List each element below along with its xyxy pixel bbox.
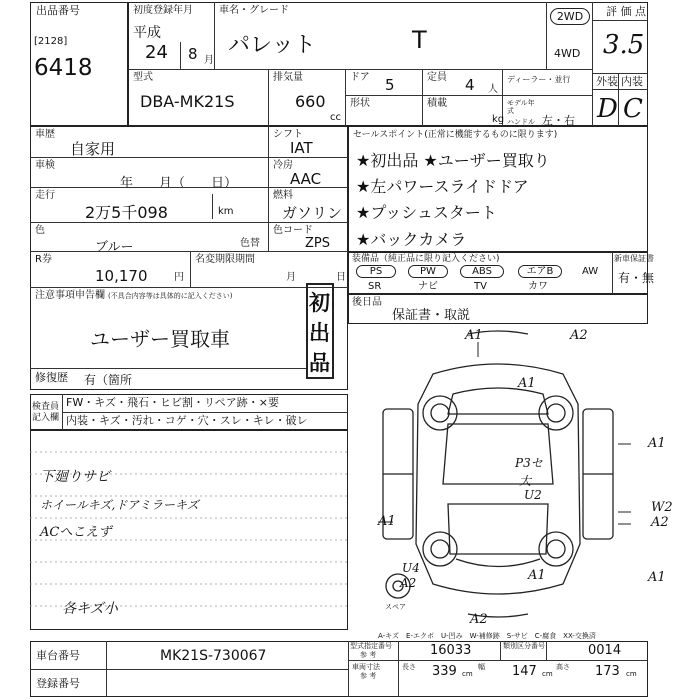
size-length-unit: cm xyxy=(462,670,473,678)
equip-sr: SR xyxy=(368,281,382,292)
first-reg-month: 8 xyxy=(188,45,198,63)
color-code-label: 色コード xyxy=(273,225,313,236)
stamp-char-1: 初 xyxy=(309,291,330,315)
mileage-value: 2万5千098 xyxy=(85,203,168,222)
score-int-label: 内装 xyxy=(621,75,643,88)
cooling-label: 冷房 xyxy=(273,160,293,171)
model-label: 車名・グレード xyxy=(219,5,289,16)
capacity-value: 4 xyxy=(465,76,475,94)
spare-label: スペア xyxy=(385,603,406,611)
mark-a2-front: A2 xyxy=(570,328,588,343)
equip-aw: AW xyxy=(582,266,599,277)
type-value: DBA-MK21S xyxy=(140,92,235,111)
mark-a1-front: A1 xyxy=(465,328,483,343)
model-year-label: モデル年式 xyxy=(507,99,535,115)
mark-a1-hood: A1 xyxy=(518,376,536,391)
lot-label: 出品番号 xyxy=(36,4,80,17)
transfer-label: 名変期限期間 xyxy=(195,254,255,265)
size-height: 173 xyxy=(595,664,620,679)
model-name: パレット xyxy=(228,33,316,58)
type-label: 型式 xyxy=(133,72,153,83)
memo-line-4: 各キズ小 xyxy=(62,601,118,617)
repair-label: 修復歴 xyxy=(35,371,68,384)
capacity-label: 定員 xyxy=(427,72,447,83)
size-height-label: 高さ xyxy=(556,663,570,671)
load-unit: kg xyxy=(492,114,505,125)
score-value: 3.5 xyxy=(603,30,645,60)
equip-tv: TV xyxy=(474,281,487,292)
mark-w2: W2 xyxy=(651,500,673,515)
stamp-char-2: 出 xyxy=(309,321,330,345)
mark-a2-right: A2 xyxy=(651,515,669,530)
damage-legend: A-キズ E-エクボ U-凹み W-補修跡 S-サビ C-腐食 XX-交換済 xyxy=(378,632,596,640)
size-label: 車両寸法 xyxy=(352,663,380,671)
equip-abs: ABS xyxy=(460,265,504,278)
inspect-int-row: 内装・キズ・汚れ・コゲ・穴・スレ・キレ・破レ xyxy=(66,414,308,427)
doors-label: ドア xyxy=(350,72,370,83)
notes-sub: (不具合内容等は具体的に記入ください) xyxy=(108,292,233,300)
equip-navi: ナビ xyxy=(418,281,438,292)
mark-u2: U2 xyxy=(524,488,542,502)
notes-text: ユーザー買取車 xyxy=(90,327,230,351)
color-change-label: 色替 xyxy=(240,238,260,249)
reg-no-label: 登録番号 xyxy=(36,677,80,690)
mark-a1-left: A1 xyxy=(378,514,396,529)
color-value: ブルー xyxy=(95,240,134,255)
displacement-value: 660 xyxy=(295,92,326,111)
first-reg-label: 初度登録年月 xyxy=(133,5,193,16)
equip-pw: PW xyxy=(408,265,448,278)
transfer-unit: 月 xyxy=(286,272,296,283)
inspection-label: 車検 xyxy=(35,160,55,171)
sales-item-3: ★プッシュスタート xyxy=(356,203,497,222)
drive-2wd: 2WD xyxy=(550,8,590,25)
lot-number: 6418 xyxy=(34,55,93,81)
color-label: 色 xyxy=(35,225,45,236)
equip-ps: PS xyxy=(356,265,396,278)
fuel-value: ガソリン xyxy=(282,204,343,222)
transfer-day-unit: 日 xyxy=(336,272,346,283)
mark-p3: P3セ xyxy=(515,456,543,470)
backlog-value: 保証書・取説 xyxy=(392,308,471,323)
mileage-label: 走行 xyxy=(35,190,55,201)
mark-u4: U4 xyxy=(402,561,420,575)
shift-value: IAT xyxy=(290,139,313,157)
mark-a2-left: A2 xyxy=(400,576,417,590)
history-value: 自家用 xyxy=(70,140,116,158)
frame-model-value: 16033 xyxy=(430,643,472,658)
frame-ref-1: 参 考 xyxy=(360,651,377,659)
repair-value: 有（箇所 xyxy=(84,373,133,387)
memo-line-3: ACへこえず xyxy=(40,525,112,540)
stamp-char-3: 品 xyxy=(309,351,330,375)
color-code-value: ZPS xyxy=(305,236,330,251)
size-length-label: 長さ xyxy=(402,663,416,671)
dealer-label: ディーラー・並行 xyxy=(507,75,571,84)
displacement-label: 排気量 xyxy=(273,72,303,83)
mark-a2-rear: A2 xyxy=(470,612,488,627)
new-warranty-label: 新車保証書 xyxy=(614,254,654,263)
mileage-unit: km xyxy=(218,206,234,217)
first-reg-era: 平成 xyxy=(133,25,161,41)
recycle-unit: 円 xyxy=(174,272,184,283)
equip-airbag: エアB xyxy=(518,265,562,278)
mark-a1-rear: A1 xyxy=(528,568,546,583)
mark-a1-right-rear: A1 xyxy=(648,570,666,585)
capacity-unit: 人 xyxy=(488,84,498,95)
size-length: 339 xyxy=(432,664,457,679)
size-height-unit: cm xyxy=(626,670,637,678)
handle-value: 左・右 xyxy=(542,114,575,127)
first-reg-year: 24 xyxy=(145,42,168,63)
model-grade: T xyxy=(412,26,427,54)
mark-large: 大 xyxy=(519,474,532,488)
size-width-label: 幅 xyxy=(478,663,485,671)
backlog-label: 後日品 xyxy=(352,297,382,308)
size-ref: 参 考 xyxy=(360,672,377,680)
new-warranty-value: 有・無 xyxy=(618,271,655,285)
chassis-label: 車台番号 xyxy=(36,649,80,662)
shift-label: シフト xyxy=(273,129,303,140)
recycle-label: R券 xyxy=(35,254,52,265)
score-int-value: C xyxy=(623,94,643,124)
displacement-unit: cc xyxy=(330,112,341,123)
memo-line-1: 下廻りサビ xyxy=(40,469,110,485)
shape-label: 形状 xyxy=(350,98,370,109)
inspection-value: 年 月（ 日） xyxy=(120,176,238,191)
doors-value: 5 xyxy=(385,76,395,94)
mark-a1-right: A1 xyxy=(648,436,666,451)
lot-code: [2128] xyxy=(34,36,68,47)
equipment-label: 装備品（純正品に限り記入ください) xyxy=(352,254,500,264)
equip-leather: カワ xyxy=(528,281,548,292)
sales-item-2: ★左パワースライドドア xyxy=(356,177,529,196)
inspect-label: 検査員記入欄 xyxy=(32,402,60,423)
sales-item-1: ★初出品 ★ユーザー買取り xyxy=(356,151,550,170)
notes-label: 注意事項申告欄 xyxy=(35,290,105,301)
frame-class-label: 類別区分番号 xyxy=(503,642,545,650)
sales-item-4: ★バックカメラ xyxy=(356,230,467,249)
load-label: 積載 xyxy=(427,98,447,109)
recycle-value: 10,170 xyxy=(95,267,148,285)
drive-4wd: 4WD xyxy=(554,47,581,60)
chassis-value: MK21S-730067 xyxy=(160,648,267,664)
memo-line-2: ホイールキズ,ドアミラーキズ xyxy=(40,498,199,512)
inspect-fw-row: FW・キズ・飛石・ヒビ割・リペア跡・×要 xyxy=(66,396,279,409)
size-width: 147 xyxy=(512,664,537,679)
sales-label: セールスポイント(正常に機能するものに限ります) xyxy=(353,130,558,140)
score-ext-label: 外装 xyxy=(596,75,618,88)
handle-label: ハンドル xyxy=(507,118,535,126)
history-label: 車歴 xyxy=(35,129,55,140)
cooling-value: AAC xyxy=(290,170,322,188)
frame-model-label: 型式指定番号 xyxy=(350,642,392,650)
car-diagram xyxy=(348,324,648,634)
size-width-unit: cm xyxy=(542,670,553,678)
score-ext-value: D xyxy=(597,94,618,124)
fuel-label: 燃料 xyxy=(273,190,293,201)
frame-class-value: 0014 xyxy=(588,643,622,658)
score-label: 評 価 点 xyxy=(606,5,646,18)
first-reg-month-unit: 月 xyxy=(204,55,214,66)
